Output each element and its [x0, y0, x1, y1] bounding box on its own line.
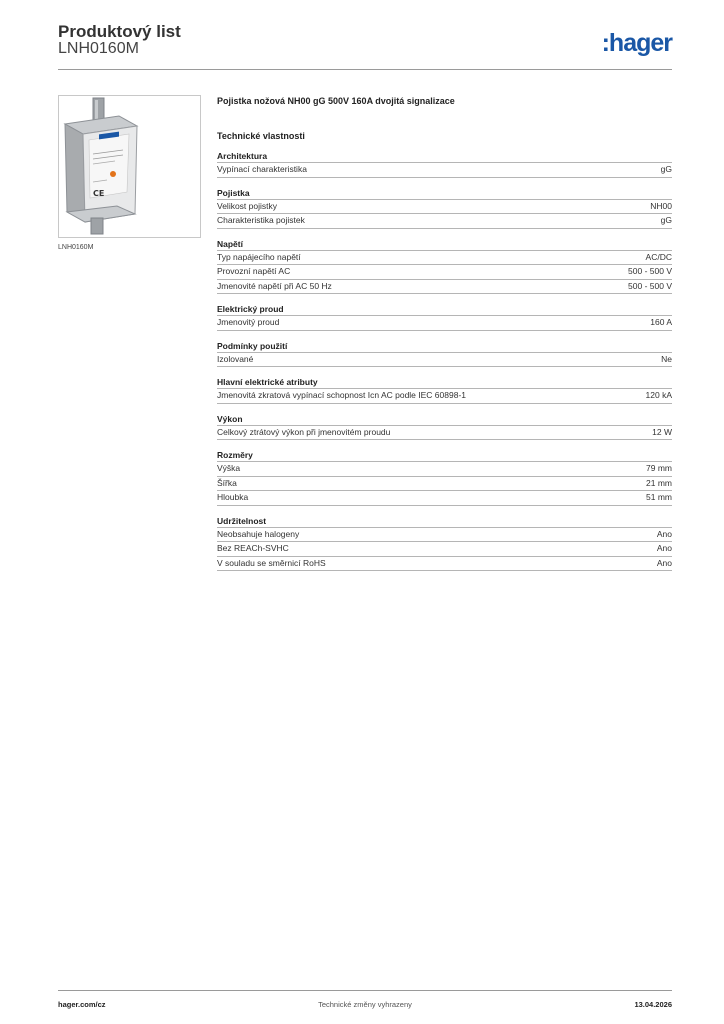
spec-value: NH00 [650, 200, 672, 211]
spec-row [217, 491, 672, 506]
spec-group-title: Hlavní elektrické atributy [217, 376, 672, 389]
spec-value: Ne [661, 353, 672, 364]
spec-value: Ano [656, 557, 672, 568]
spec-label: Neobsahuje halogeny [217, 528, 300, 539]
spec-group [217, 238, 672, 295]
page-footer [58, 990, 672, 1017]
hager-logo: :hager [601, 29, 672, 57]
spec-label: V souladu se směrnicí RoHS [217, 557, 326, 568]
spec-group [217, 150, 672, 178]
spec-row [217, 251, 672, 266]
document-title: Produktový list [58, 22, 181, 41]
spec-row [217, 353, 672, 368]
spec-value: gG [660, 164, 672, 174]
spec-group-title: Elektrický proud [217, 303, 672, 316]
product-image [58, 95, 201, 238]
spec-label: Výška [217, 463, 241, 473]
spec-value: Ano [656, 528, 672, 539]
spec-row [217, 477, 672, 492]
spec-value: gG [660, 215, 672, 225]
spec-group-title: Napětí [217, 238, 672, 251]
spec-label: Jmenovité napětí při AC 50 Hz [217, 280, 332, 291]
spec-value: 120 kA [645, 390, 672, 400]
fuse-illustration [59, 96, 200, 237]
footer-notice: Technické změny vyhrazeny [318, 1000, 412, 1009]
spec-group-title: Výkon [217, 413, 672, 426]
spec-row [217, 200, 672, 215]
spec-group-title: Udržitelnost [217, 515, 672, 528]
technical-properties-title: Technické vlastnosti [217, 131, 305, 141]
spec-groups [217, 150, 672, 571]
spec-row [217, 542, 672, 557]
spec-group [217, 376, 672, 404]
spec-group [217, 515, 672, 572]
product-code: LNH0160M [58, 40, 139, 57]
spec-value: 79 mm [646, 463, 672, 473]
spec-label: Charakteristika pojistek [217, 215, 305, 225]
footer-date: 13.04.2026 [634, 1000, 672, 1009]
image-caption: LNH0160M [58, 244, 94, 251]
spec-section [217, 95, 672, 580]
spec-value: AC/DC [645, 251, 672, 262]
spec-label: Hloubka [217, 492, 249, 502]
spec-value: 12 W [652, 426, 672, 437]
spec-label: Šířka [217, 477, 237, 488]
spec-value: 500 - 500 V [628, 266, 672, 276]
spec-value: 21 mm [646, 477, 672, 488]
spec-group [217, 340, 672, 368]
spec-group [217, 449, 672, 506]
spec-label: Jmenovitý proud [217, 317, 280, 327]
spec-value: 160 A [650, 317, 672, 327]
spec-row [217, 389, 672, 404]
spec-row [217, 163, 672, 178]
spec-group [217, 187, 672, 229]
footer-website: hager.com/cz [58, 1000, 106, 1009]
spec-row [217, 214, 672, 229]
spec-row [217, 280, 672, 295]
spec-value: Ano [656, 543, 672, 553]
spec-value: 500 - 500 V [628, 280, 672, 291]
spec-label: Velikost pojistky [217, 200, 277, 211]
page-header [58, 22, 672, 70]
spec-group-title: Pojistka [217, 187, 672, 200]
spec-group-title: Rozměry [217, 449, 672, 462]
spec-label: Typ napájecího napětí [217, 251, 301, 262]
svg-text:CE: CE [93, 189, 105, 198]
spec-row [217, 528, 672, 543]
spec-row [217, 265, 672, 280]
spec-label: Celkový ztrátový výkon při jmenovitém proudu [217, 426, 391, 437]
spec-group-title: Podmínky použití [217, 340, 672, 353]
spec-label: Vypínací charakteristika [217, 164, 307, 174]
spec-group [217, 413, 672, 441]
product-name: Pojistka nožová NH00 gG 500V 160A dvojitá signalizace [217, 96, 455, 106]
spec-group [217, 303, 672, 331]
spec-value: 51 mm [646, 492, 672, 502]
spec-row [217, 426, 672, 441]
spec-row [217, 462, 672, 477]
spec-label: Provozní napětí AC [217, 266, 291, 276]
spec-group-title: Architektura [217, 150, 672, 163]
spec-row [217, 557, 672, 572]
spec-label: Izolované [217, 353, 254, 364]
spec-label: Jmenovitá zkratová vypínací schopnost Icn AC podle IEC 60898-1 [217, 390, 466, 400]
spec-label: Bez REACh-SVHC [217, 543, 289, 553]
spec-row [217, 316, 672, 331]
